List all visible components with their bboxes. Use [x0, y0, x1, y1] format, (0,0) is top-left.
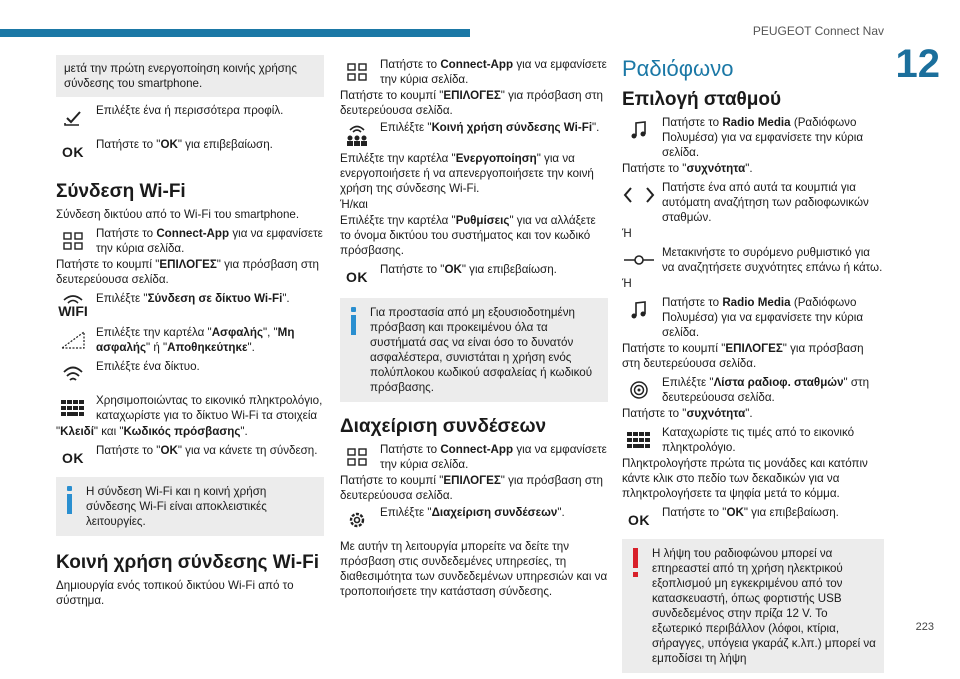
para-settings: Επιλέξτε την καρτέλα "Ρυθμίσεις" για να αλλάξετε το όνομα δικτύου του συστήματος και τον κωδικό πρόσβασης. — [340, 214, 596, 257]
ok-icon: OK — [628, 511, 650, 528]
step-profile: Επιλέξτε ένα ή περισσότερα προφίλ. — [56, 103, 324, 133]
wifi-signal-icon — [58, 361, 88, 387]
step-ok-confirm: OK Πατήστε το "OK" για επιβεβαίωση. — [622, 505, 884, 529]
step-ok-confirm: OK Πατήστε το "OK" για επιβεβαίωση. — [56, 137, 324, 167]
share-wifi-icon — [342, 122, 372, 148]
connect-app-icon — [342, 444, 372, 470]
step-slider: Μετακινήστε το συρόμενο ρυθμιστικό για να αναζητήσετε συχνότητες επάνω ή κάτω. — [622, 245, 884, 275]
step-connect-app: Πατήστε το Connect-App για να εμφανίσετε την κύρια σελίδα. — [340, 57, 608, 87]
slider-icon — [624, 247, 654, 273]
ok-icon: OK — [346, 268, 368, 285]
para-frequency: Πατήστε το "συχνότητα". — [622, 162, 753, 175]
keyboard-icon — [58, 395, 88, 421]
edit-check-icon — [58, 105, 88, 131]
heading-select-station: Επιλογή σταθμού — [622, 89, 782, 110]
gear-icon — [342, 507, 372, 533]
step-wifi-connect: WIFI Επιλέξτε "Σύνδεση σε δίκτυο Wi-Fi". — [58, 292, 290, 319]
step-connect-app: Πατήστε το Connect-App για να εμφανίσετε την κύρια σελίδα. — [340, 442, 608, 472]
para-options: Πατήστε το κουμπί "ΕΠΙΛΟΓΕΣ" για πρόσβαση στη δευτερεύουσα σελίδα. — [340, 89, 604, 117]
header-bar — [0, 29, 470, 37]
heading-share: Κοινή χρήση σύνδεσης Wi-Fi — [56, 552, 319, 573]
para-manage-desc: Με αυτήν τη λειτουργία μπορείτε να δείτε την πρόσβαση στις συνδεδεμένες υπηρεσίες, τη διαθεσιμότητα των συνδεδεμένων υπηρεσιών και να τροποποιήσετε την κατάσταση σύνδεσης. — [340, 540, 608, 598]
ok-icon: OK — [62, 143, 84, 160]
heading-manage: Διαχείριση συνδέσεων — [340, 416, 547, 437]
column-2 — [340, 55, 608, 599]
para-decimal: Πληκτρολογήστε πρώτα τις μονάδες και κατόπιν κάντε κλικ στο πεδίο των δεκαδικών για να πληκτρολογήσετε τα ψηφία μετά το κόμμα. — [622, 457, 868, 500]
step-ok-connect: OK Πατήστε το "OK" για να κάνετε τη σύνδεση. — [56, 443, 324, 467]
step-network: Επιλέξτε ένα δίκτυο. — [56, 359, 324, 389]
ok-icon: OK — [62, 449, 84, 466]
info-icon — [349, 307, 357, 337]
heading-radio: Ραδιόφωνο — [622, 56, 734, 81]
wifi-intro: Σύνδεση δικτύου από το Wi-Fi του smartphone. — [56, 208, 300, 221]
step-ok-confirm: OK Πατήστε το "OK" για επιβεβαίωση. — [340, 262, 608, 288]
column-1 — [56, 55, 324, 608]
info-box: Η σύνδεση Wi-Fi και η κοινή χρήση σύνδεσης Wi-Fi είναι αποκλειστικές λειτουργίες. — [56, 477, 324, 536]
step-seek: Πατήστε ένα από αυτά τα κουμπιά για αυτόματη αναζήτηση των ραδιοφωνικών σταθμών. — [622, 180, 884, 225]
chapter-number: 12 — [895, 42, 940, 86]
step-wifi-tab: Επιλέξτε την καρτέλα "Ασφαλής", "Μη ασφαλής" ή "Αποθηκεύτηκε". — [56, 325, 324, 355]
info-box: Για προστασία από μη εξουσιοδοτημένη πρόσβαση και προκειμένου όλα τα συστήματά σας να είναι όσο το δυνατόν ασφαλέστερα, συνιστάται η χρήση ενός πολύπλοκου κωδικού ασφαλείας ή κωδικού πρόσβασης. — [340, 298, 608, 402]
para-or: Ή/και — [340, 198, 368, 211]
music-note-icon — [624, 297, 654, 323]
seek-arrows-icon — [624, 182, 654, 208]
header-brand: PEUGEOT Connect Nav — [752, 24, 884, 38]
connect-app-icon — [58, 228, 88, 254]
radio-list-icon — [624, 377, 654, 403]
step-manage: Επιλέξτε "Διαχείριση συνδέσεων". — [340, 505, 608, 535]
note-box: μετά την πρώτη ενεργοποίηση κοινής χρήσης σύνδεσης του smartphone. — [56, 55, 324, 97]
para-options: Πατήστε το κουμπί "ΕΠΙΛΟΓΕΣ" για πρόσβαση στη δευτερεύουσα σελίδα. — [622, 342, 864, 370]
para-key-password: "Κλειδί" και "Κωδικός πρόσβασης". — [56, 425, 248, 438]
step-keyboard: Καταχωρίστε τις τιμές από το εικονικό πληκτρολόγιο. — [622, 425, 884, 455]
share-intro: Δημιουργία ενός τοπικού δικτύου Wi-Fi από το σύστημα. — [56, 579, 294, 607]
step-connect-app: Πατήστε το Connect-App για να εμφανίσετε την κύρια σελίδα. — [56, 226, 324, 256]
step-keyboard: Χρησιμοποιώντας το εικονικό πληκτρολόγιο, καταχωρίστε για το δίκτυο Wi-Fi τα στοιχεία — [56, 393, 324, 423]
wifi-icon: WIFI — [58, 293, 88, 319]
page-number: 223 — [915, 621, 934, 633]
step-station-list: Επιλέξτε "Λίστα ραδιοφ. σταθμών" στη δευτερεύουσα σελίδα. — [622, 375, 884, 405]
wifi-tab-icon — [58, 327, 88, 353]
column-3 — [622, 55, 884, 679]
warning-icon — [631, 548, 639, 578]
keyboard-icon — [624, 427, 654, 453]
para-or: Ή — [622, 227, 632, 240]
info-icon — [65, 486, 73, 516]
music-note-icon — [624, 117, 654, 143]
connect-app-icon — [342, 59, 372, 85]
para-frequency: Πατήστε το "συχνότητα". — [622, 407, 753, 420]
para-activate: Επιλέξτε την καρτέλα "Ενεργοποίηση" για να ενεργοποιήσετε ή να απενεργοποιήσετε την κοινή χρήση της σύνδεσης Wi-Fi. — [340, 152, 594, 195]
step-radio-media: Πατήστε το Radio Media (Ραδιόφωνο Πολυμέσα) για να εμφανίσετε την κύρια σελίδα. — [622, 115, 884, 160]
warning-box: Η λήψη του ραδιοφώνου μπορεί να επηρεαστεί από τη χρήση ηλεκτρικού εξοπλισμού μη εγκεκριμένου από τον κατασκευαστή, όπως φορτιστής USB συνδεδεμένος στην πρίζα 12 V. Το εξωτερικό περιβάλλον (λόφοι, κτίρια, σήραγγες, υπόγεια γκαράζ κ.λπ.) μπορεί να εμποδίσει τη λήψη — [622, 539, 884, 673]
para-or: Ή — [622, 277, 632, 290]
step-share: Επιλέξτε "Κοινή χρήση σύνδεσης Wi-Fi". — [340, 120, 608, 150]
step-radio-media: Πατήστε το Radio Media (Ραδιόφωνο Πολυμέσα) για να εμφανίσετε την κύρια σελίδα. — [622, 295, 884, 340]
para-options: Πατήστε το κουμπί "ΕΠΙΛΟΓΕΣ" για πρόσβαση στη δευτερεύουσα σελίδα. — [56, 258, 320, 286]
heading-wifi: Σύνδεση Wi-Fi — [56, 181, 186, 202]
para-options: Πατήστε το κουμπί "ΕΠΙΛΟΓΕΣ" για πρόσβαση στη δευτερεύουσα σελίδα. — [340, 474, 604, 502]
